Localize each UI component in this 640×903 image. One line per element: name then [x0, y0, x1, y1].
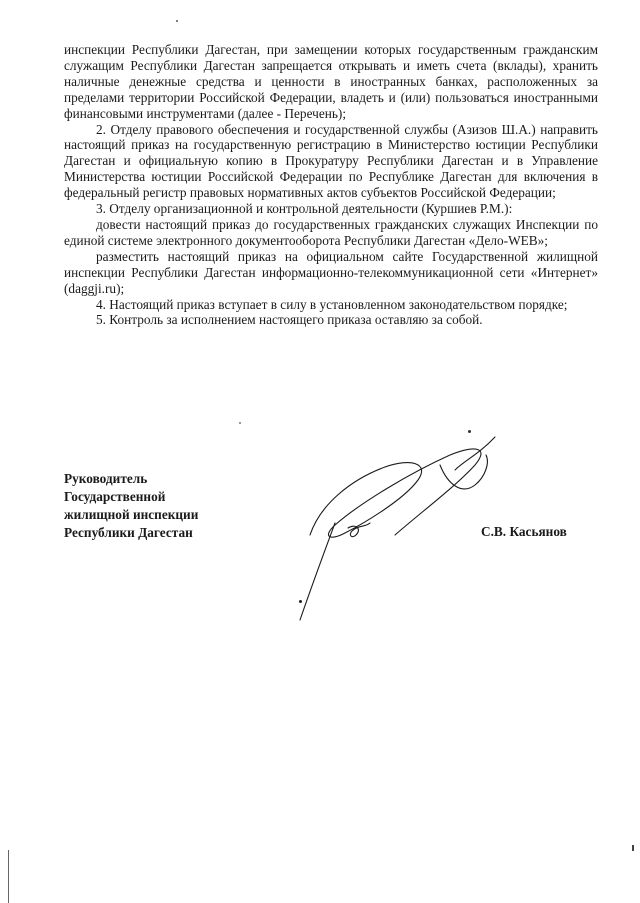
position-line: Руководитель [64, 471, 148, 486]
handwritten-signature [290, 425, 520, 625]
paragraph-item-5: 5. Контроль за исполнением настоящего приказа оставляю за собой. [96, 312, 483, 328]
paragraph-item-3-send: довести настоящий приказ до государственных гражданских служащих Инспекции по единой системе электронного документооборота Республики Дагестан «Дело-WEB»; [64, 216, 598, 248]
position-line: Государственной [64, 489, 166, 504]
position-line: жилищной инспекции [64, 507, 199, 522]
scan-speck [468, 430, 471, 433]
scan-speck [239, 422, 241, 424]
paragraph-item-3: 3. Отделу организационной и контрольной деятельности (Куршиев Р.М.): [96, 201, 513, 217]
scan-edge-speck [632, 845, 634, 851]
signatory-position [64, 470, 244, 542]
position-line: Республики Дагестан [64, 525, 193, 540]
scan-speck [176, 20, 178, 22]
document-body [64, 42, 598, 328]
signer-name: С.В. Касьянов [481, 524, 567, 539]
paragraph-item-2: 2. Отделу правового обеспечения и государственной службы (Азизов Ш.А.) направить настоящий приказ на государственную регистрацию в Министерство юстиции Республики Дагестан и официальную копию в Прокуратуру Республики Дагестан и в Управление Министерства юстиции Российской Федерации по Республике Дагестан для включения в федеральный регистр правовых нормативных актов субъектов Российской Федерации; [64, 121, 598, 201]
paragraph-continuation: инспекции Республики Дагестан, при замещении которых государственным гражданским служащим Республики Дагестан запрещается открывать и иметь счета (вклады), хранить наличные денежные средства и ценности в иностранных банках, расположенных за пределами территории Российской Федерации, владеть и (или) пользоваться иностранными финансовыми инструментами (далее - Перечень); [64, 42, 598, 121]
paragraph-item-3-publish: разместить настоящий приказ на официальном сайте Государственной жилищной инспекции Республики Дагестан информационно-телекоммуникационной сети «Интернет» (daggji.ru); [64, 248, 598, 296]
paragraph-item-4: 4. Настоящий приказ вступает в силу в установленном законодательством порядке; [96, 296, 568, 312]
scan-edge-line [8, 850, 9, 903]
scan-speck [299, 600, 302, 603]
